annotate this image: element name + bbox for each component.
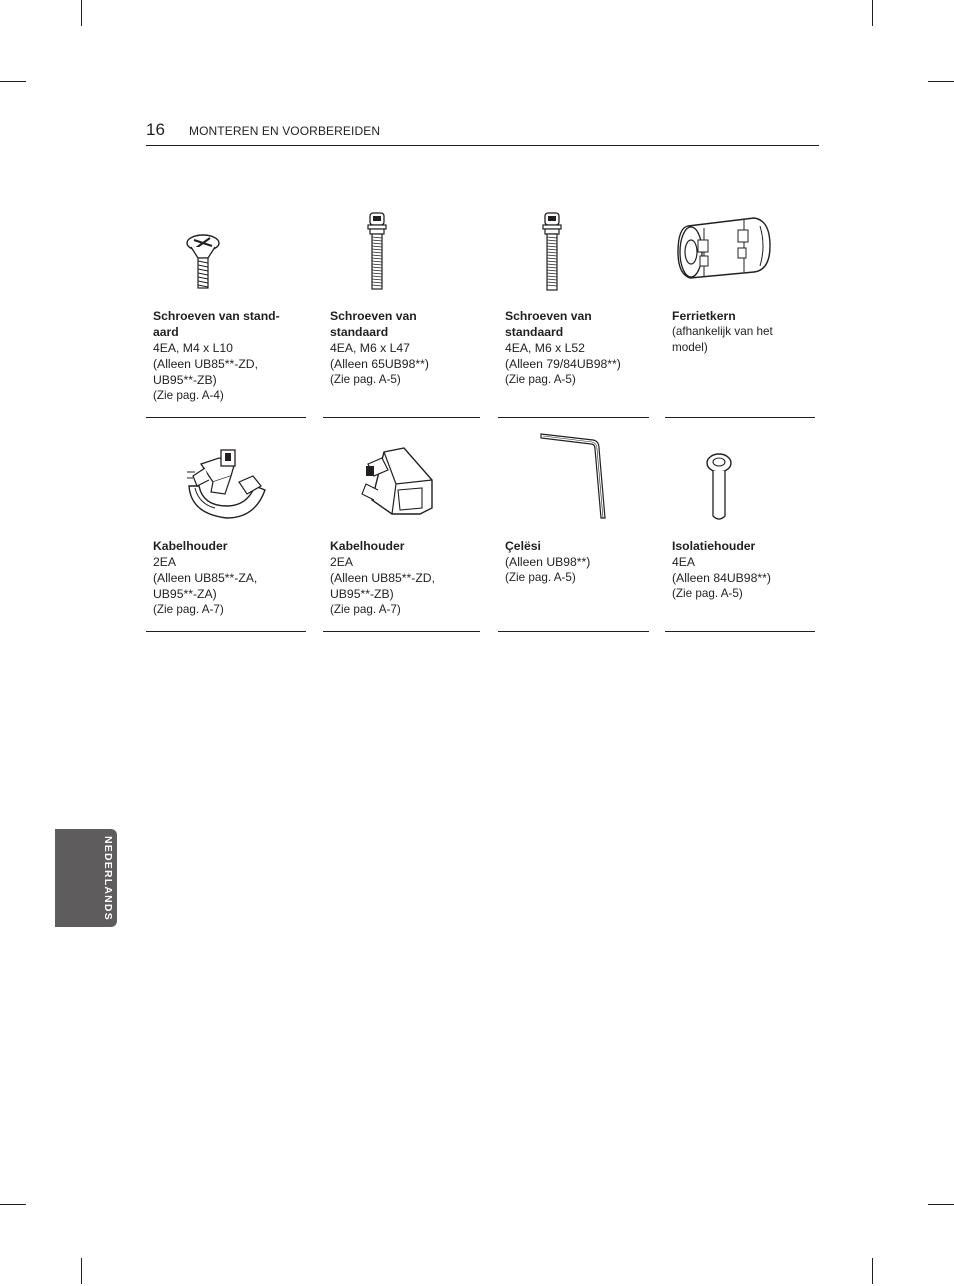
crop-mark — [872, 1258, 873, 1284]
item-detail: (Alleen 65UB98**) — [330, 357, 429, 371]
language-label: NEDERLANDS — [102, 835, 114, 921]
item-detail: (afhankelijk van het — [672, 325, 773, 338]
item-name: Çelësi — [505, 539, 541, 553]
crop-mark — [0, 81, 26, 82]
crop-mark — [81, 0, 82, 26]
crop-mark — [928, 81, 954, 82]
item-detail: (Alleen UB85**-ZD, — [153, 357, 258, 371]
item-detail: UB95**-ZA) — [153, 587, 217, 601]
item-page-ref: (Zie pag. A-5) — [505, 373, 576, 386]
flat-head-screw-icon — [183, 230, 223, 300]
page-header — [146, 120, 819, 146]
item-detail: (Alleen UB85**-ZA, — [153, 571, 258, 585]
item-page-ref: (Zie pag. A-5) — [672, 587, 743, 600]
cable-holder-icon — [360, 444, 440, 524]
item-detail: UB95**-ZB) — [153, 373, 217, 387]
item-name: Schroeven van — [505, 309, 592, 323]
item-detail: 2EA — [330, 555, 354, 569]
item-name-continued: standaard — [330, 325, 389, 339]
item-detail: 4EA, M6 x L47 — [330, 341, 410, 355]
item-name: Ferrietkern — [672, 309, 736, 323]
section-title: MONTEREN EN VOORBEREIDEN — [189, 124, 381, 138]
item-name: Kabelhouder — [330, 539, 405, 553]
item-detail: UB95**-ZB) — [330, 587, 394, 601]
item-divider — [665, 631, 815, 632]
item-name: Schroeven van stand- — [153, 309, 280, 323]
item-detail: 4EA, M4 x L10 — [153, 341, 233, 355]
item-detail: 4EA, M6 x L52 — [505, 341, 585, 355]
item-divider — [146, 417, 306, 418]
item-divider — [498, 417, 649, 418]
item-detail: (Alleen 84UB98**) — [672, 571, 771, 585]
item-divider — [323, 417, 480, 418]
item-detail: (Alleen 79/84UB98**) — [505, 357, 621, 371]
crop-mark — [872, 0, 873, 26]
item-name-continued: standaard — [505, 325, 564, 339]
crop-mark — [81, 1258, 82, 1284]
ferrite-core-icon — [674, 212, 774, 282]
item-name-continued: aard — [153, 325, 179, 339]
item-page-ref: (Zie pag. A-7) — [153, 603, 224, 616]
item-page-ref: (Zie pag. A-4) — [153, 389, 224, 402]
item-divider — [146, 631, 306, 632]
insulation-holder-icon — [704, 452, 734, 522]
item-detail: (Alleen UB98**) — [505, 555, 591, 569]
crop-mark — [0, 1204, 26, 1205]
item-divider — [323, 631, 480, 632]
item-divider — [498, 631, 649, 632]
language-tab — [55, 829, 117, 927]
item-divider — [665, 417, 815, 418]
crop-mark — [928, 1204, 954, 1205]
item-page-ref: (Zie pag. A-5) — [330, 373, 401, 386]
item-detail: 2EA — [153, 555, 177, 569]
long-screw-icon — [365, 212, 389, 292]
page-number: 16 — [146, 120, 165, 139]
cable-holder-icon — [183, 442, 269, 522]
item-detail: model) — [672, 341, 708, 354]
item-name: Isolatiehouder — [672, 539, 756, 553]
item-page-ref: (Zie pag. A-7) — [330, 603, 401, 616]
item-detail: (Alleen UB85**-ZD, — [330, 571, 435, 585]
item-detail: 4EA — [672, 555, 696, 569]
item-page-ref: (Zie pag. A-5) — [505, 571, 576, 584]
item-name: Kabelhouder — [153, 539, 228, 553]
hex-key-icon — [537, 432, 613, 522]
item-name: Schroeven van — [330, 309, 417, 323]
long-screw-icon — [540, 212, 564, 292]
